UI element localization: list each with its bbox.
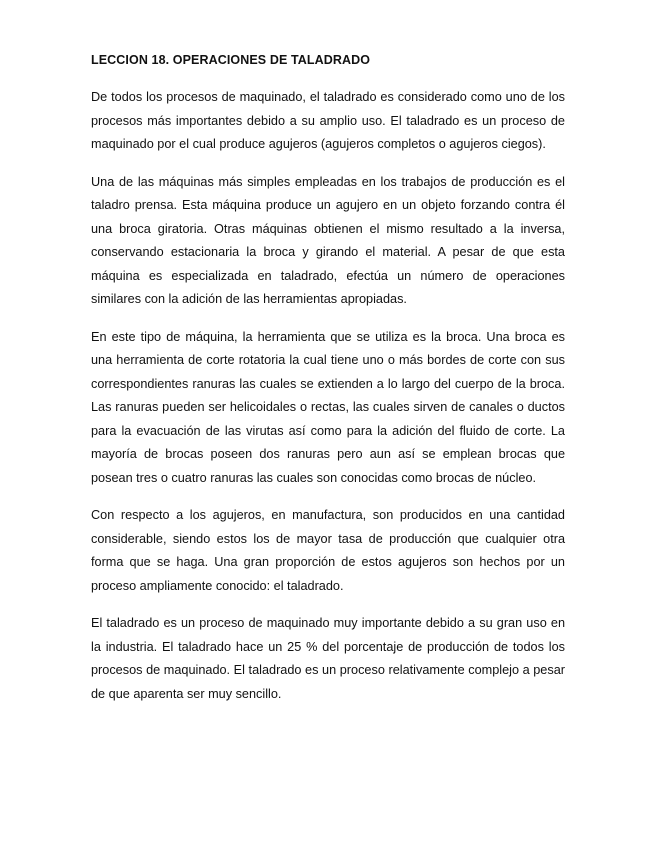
paragraph: Una de las máquinas más simples empleadas en los trabajos de producción es el taladro prensa. Esta máquina produce un agujero en un objeto forzando contra él una broca giratoria. Otras máquinas obtienen el mismo resultado a la inversa, conservando estacionaria la broca y girando el material. A pesar de que esta máquina es especializada en taladrado, efectúa un número de operaciones similares con la adición de las herramientas apropiadas. [91, 174, 565, 306]
document-body [91, 52, 565, 720]
paragraph: El taladrado es un proceso de maquinado muy importante debido a su gran uso en la industria. El taladrado hace un 25 % del porcentaje de producción de todos los procesos de maquinado. El taladrado es un proceso relativamente complejo a pesar de que aparenta ser muy sencillo. [91, 616, 565, 701]
page-title: LECCION 18. OPERACIONES DE TALADRADO [91, 53, 371, 67]
paragraph: Con respecto a los agujeros, en manufactura, son producidos en una cantidad considerable, siendo estos los de mayor tasa de producción que cualquier otra forma que se haga. Una gran proporción de estos agujeros son hechos por un proceso ampliamente conocido: el taladrado. [91, 508, 565, 593]
paragraph: De todos los procesos de maquinado, el taladrado es considerado como uno de los procesos más importantes debido a su amplio uso. El taladrado es un proceso de maquinado por el cual produce agujeros (agujeros completos o agujeros ciegos). [91, 90, 565, 151]
paragraph: En este tipo de máquina, la herramienta que se utiliza es la broca. Una broca es una herramienta de corte rotatoria la cual tiene uno o más bordes de corte con sus correspondientes ranuras las cuales se extienden a lo largo del cuerpo de la broca. Las ranuras pueden ser helicoidales o rectas, las cuales sirven de canales o ductos para la evacuación de las virutas así como para la adición del fluido de corte. La mayoría de brocas poseen dos ranuras pero aun así se emplean brocas que posean tres o cuatro ranuras las cuales son conocidas como brocas de núcleo. [91, 329, 565, 485]
